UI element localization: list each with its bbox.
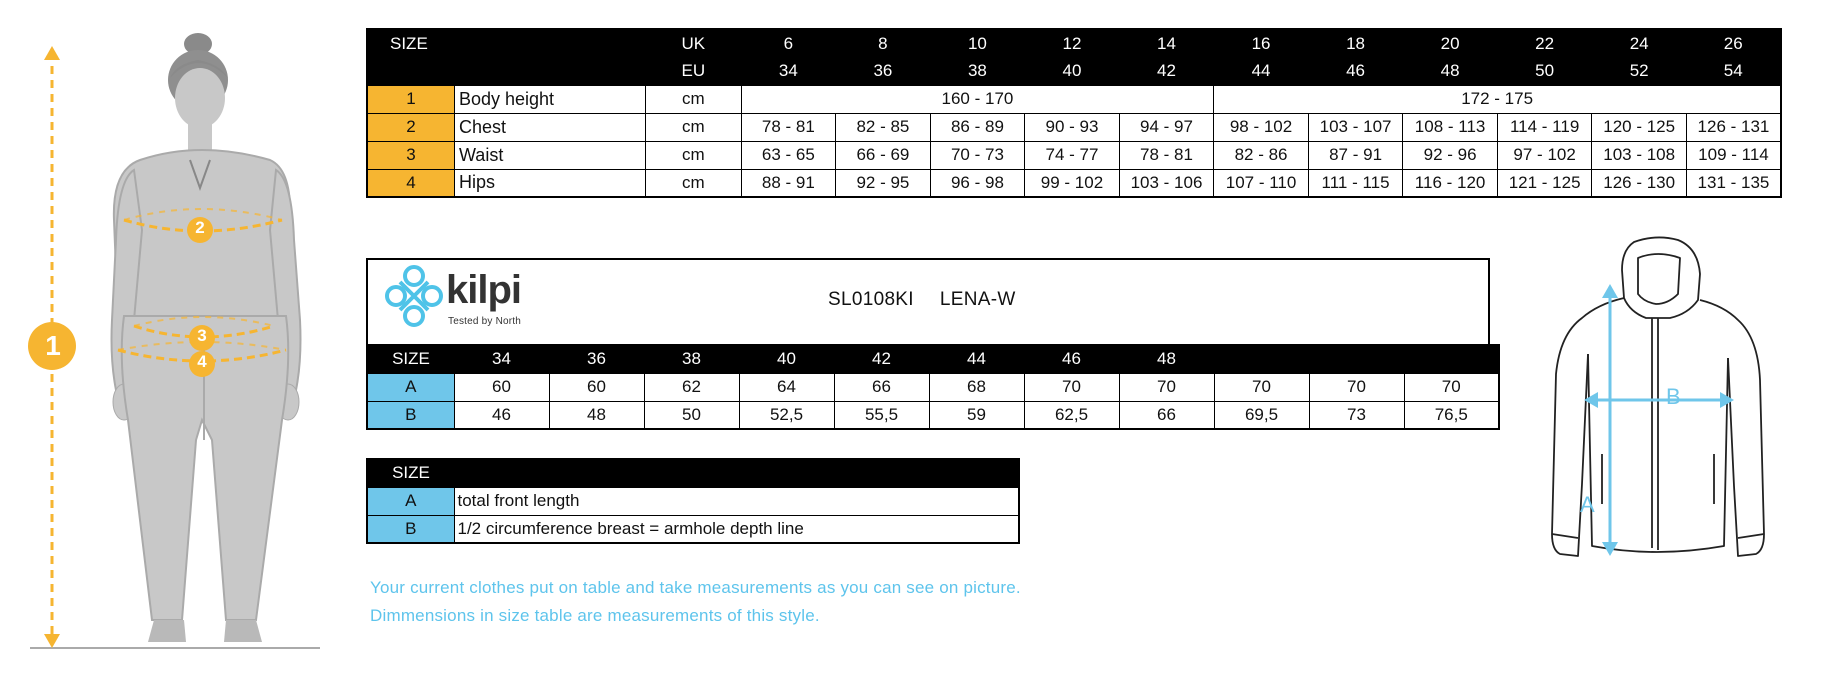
row-label: Body height (454, 85, 645, 113)
cell: 62,5 (1024, 401, 1119, 429)
cell: 111 - 115 (1308, 169, 1403, 197)
cell: 88 - 91 (741, 169, 836, 197)
cell: 66 (834, 373, 929, 401)
row-label: Hips (454, 169, 645, 197)
cell: 90 - 93 (1025, 113, 1120, 141)
figure-label-waist: 3 (197, 326, 207, 345)
table-row (367, 487, 1019, 515)
cell: 96 - 98 (930, 169, 1025, 197)
eu-size-row (367, 57, 1781, 85)
eu-size: 54 (1686, 57, 1781, 85)
cell: 92 - 95 (836, 169, 931, 197)
body-figure-icon (20, 20, 340, 660)
cell: 114 - 119 (1497, 113, 1592, 141)
row-letter: B (367, 515, 454, 543)
cell: 55,5 (834, 401, 929, 429)
jacket-label-half-breast: B (1666, 384, 1681, 409)
cell: 46 (454, 401, 549, 429)
cell: 78 - 81 (1119, 141, 1214, 169)
row-label: Waist (454, 141, 645, 169)
row-number: 4 (367, 169, 454, 197)
body-size-table (366, 28, 1782, 198)
cell: 121 - 125 (1497, 169, 1592, 197)
eu-size: 48 (1403, 57, 1498, 85)
cell: 120 - 125 (1592, 113, 1687, 141)
cell: 108 - 113 (1403, 113, 1498, 141)
height-range: 160 - 170 (741, 85, 1214, 113)
row-number: 3 (367, 141, 454, 169)
cell: 87 - 91 (1308, 141, 1403, 169)
cell: 50 (644, 401, 739, 429)
cell: 92 - 96 (1403, 141, 1498, 169)
table-row (367, 141, 1781, 169)
row-number: 1 (367, 85, 454, 113)
cell: 59 (929, 401, 1024, 429)
figure-label-height: 1 (45, 330, 61, 361)
height-range: 172 - 175 (1214, 85, 1781, 113)
cell: 73 (1309, 401, 1404, 429)
row-unit: cm (646, 169, 742, 197)
table-row (367, 113, 1781, 141)
cell: 97 - 102 (1497, 141, 1592, 169)
cell: 86 - 89 (930, 113, 1025, 141)
legend-text: total front length (454, 487, 1019, 515)
size-header: SIZE (367, 345, 454, 373)
uk-size: 18 (1308, 29, 1403, 57)
garment-size: 42 (834, 345, 929, 373)
jacket-label-front-length: A (1580, 492, 1595, 517)
eu-size: 46 (1308, 57, 1403, 85)
cell: 126 - 130 (1592, 169, 1687, 197)
figure-label-chest: 2 (195, 218, 205, 237)
eu-size: 38 (930, 57, 1025, 85)
cell: 74 - 77 (1025, 141, 1120, 169)
garment-size (1214, 345, 1309, 373)
cell: 82 - 85 (836, 113, 931, 141)
garment-size-table (366, 344, 1500, 430)
cell: 70 (1214, 373, 1309, 401)
uk-size: 26 (1686, 29, 1781, 57)
instruction-note: Your current clothes put on table and take measurements as you can see on picture. (370, 578, 1021, 597)
row-unit: cm (646, 85, 742, 113)
row-unit: cm (646, 141, 742, 169)
figure-label-hips: 4 (197, 352, 207, 371)
uk-size: 20 (1403, 29, 1498, 57)
eu-size: 40 (1025, 57, 1120, 85)
row-label: Chest (454, 113, 645, 141)
uk-size: 16 (1214, 29, 1309, 57)
table-row (367, 169, 1781, 197)
cell: 70 (1309, 373, 1404, 401)
cell: 48 (549, 401, 644, 429)
eu-label: EU (646, 57, 742, 85)
cell: 70 (1024, 373, 1119, 401)
cell: 103 - 108 (1592, 141, 1687, 169)
cell: 131 - 135 (1686, 169, 1781, 197)
eu-size: 44 (1214, 57, 1309, 85)
eu-size: 42 (1119, 57, 1214, 85)
row-letter: A (367, 373, 454, 401)
cell: 82 - 86 (1214, 141, 1309, 169)
garment-size (1309, 345, 1404, 373)
row-unit: cm (646, 113, 742, 141)
garment-size: 40 (739, 345, 834, 373)
uk-size-row (367, 29, 1781, 57)
cell: 66 (1119, 401, 1214, 429)
cell: 62 (644, 373, 739, 401)
product-code: SL0108KI (828, 289, 914, 310)
eu-size: 50 (1497, 57, 1592, 85)
cell: 78 - 81 (741, 113, 836, 141)
garment-size: 46 (1024, 345, 1119, 373)
cell: 94 - 97 (1119, 113, 1214, 141)
measurement-legend-table (366, 458, 1020, 544)
cell: 70 (1119, 373, 1214, 401)
garment-size: 44 (929, 345, 1024, 373)
table-row (367, 401, 1499, 429)
cell: 70 (1404, 373, 1499, 401)
cell: 116 - 120 (1403, 169, 1498, 197)
uk-size: 10 (930, 29, 1025, 57)
uk-label: UK (646, 29, 742, 57)
row-letter: B (367, 401, 454, 429)
cell: 103 - 107 (1308, 113, 1403, 141)
eu-size: 34 (741, 57, 836, 85)
brand-name: kilpi (446, 268, 522, 312)
size-header: SIZE (367, 459, 454, 487)
cell: 66 - 69 (836, 141, 931, 169)
garment-size-row (367, 345, 1499, 373)
cell: 60 (454, 373, 549, 401)
table-row (367, 373, 1499, 401)
uk-size: 24 (1592, 29, 1687, 57)
cell: 60 (549, 373, 644, 401)
garment-size: 36 (549, 345, 644, 373)
cell: 64 (739, 373, 834, 401)
cell: 70 - 73 (930, 141, 1025, 169)
product-name: LENA-W (939, 289, 1016, 310)
size-header: SIZE (367, 29, 646, 57)
product-title (828, 289, 1042, 311)
row-number: 2 (367, 113, 454, 141)
brand-tagline: Tested by North (448, 316, 522, 327)
cell: 99 - 102 (1025, 169, 1120, 197)
cell: 69,5 (1214, 401, 1309, 429)
cell: 107 - 110 (1214, 169, 1309, 197)
row-letter: A (367, 487, 454, 515)
eu-size: 52 (1592, 57, 1687, 85)
cell: 52,5 (739, 401, 834, 429)
cell: 76,5 (1404, 401, 1499, 429)
legend-text: 1/2 circumference breast = armhole depth line (454, 515, 1019, 543)
table-row (367, 85, 1781, 113)
garment-size (1404, 345, 1499, 373)
uk-size: 22 (1497, 29, 1592, 57)
cell: 109 - 114 (1686, 141, 1781, 169)
instruction-note: Dimmensions in size table are measurements of this style. (370, 606, 820, 625)
jacket-icon (1538, 234, 1768, 594)
cell: 98 - 102 (1214, 113, 1309, 141)
uk-size: 12 (1025, 29, 1120, 57)
cell: 126 - 131 (1686, 113, 1781, 141)
eu-size: 36 (836, 57, 931, 85)
uk-size: 8 (836, 29, 931, 57)
garment-size: 38 (644, 345, 739, 373)
cell: 63 - 65 (741, 141, 836, 169)
cell: 103 - 106 (1119, 169, 1214, 197)
uk-size: 14 (1119, 29, 1214, 57)
garment-size: 34 (454, 345, 549, 373)
table-row (367, 515, 1019, 543)
cell: 68 (929, 373, 1024, 401)
uk-size: 6 (741, 29, 836, 57)
garment-size: 48 (1119, 345, 1214, 373)
kilpi-logo-icon (384, 262, 444, 330)
